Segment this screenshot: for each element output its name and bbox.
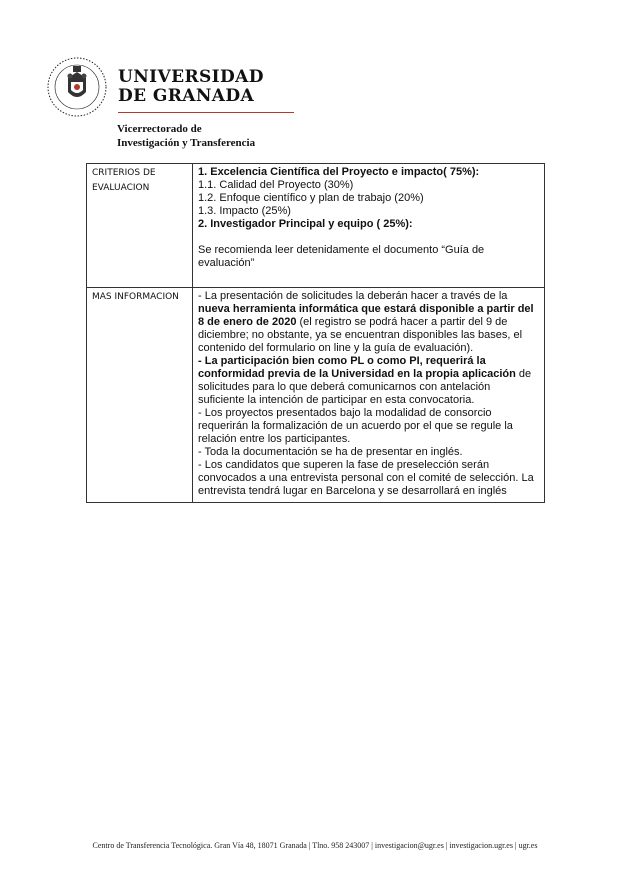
university-seal-icon bbox=[46, 56, 108, 118]
criterios-label: CRITERIOS DE EVALUACION bbox=[87, 164, 193, 288]
p1-text: - La presentación de solicitudes la deberán hacer a través de la bbox=[198, 290, 508, 302]
spacer bbox=[198, 270, 539, 283]
criterios-content bbox=[193, 164, 545, 288]
criterios-item-1: 1.1. Calidad del Proyecto (30%) bbox=[198, 179, 354, 191]
criterios-heading-2: 2. Investigador Principal y equipo ( 25%): bbox=[198, 218, 413, 230]
criterios-item-3: 1.3. Impacto (25%) bbox=[198, 205, 291, 217]
university-name-line2: DE GRANADA bbox=[118, 86, 255, 106]
mas-info-paragraph-3: - Los proyectos presentados bajo la modalidad de consorcio requerirán la formalización de un acuerdo por el que se regule la relación entre los participantes. bbox=[198, 407, 513, 445]
vicerrectorado-line1: Vicerrectorado de bbox=[117, 123, 202, 135]
p1-bold: nueva herramienta informática que estará disponible a partir del 8 de enero de 2020 bbox=[198, 303, 534, 328]
criterios-note: Se recomienda leer detenidamente el documento “Guía de evaluación” bbox=[198, 244, 485, 269]
mas-info-paragraph-5: - Los candidatos que superen la fase de preselección serán convocados a una entrevista personal con el comité de selección. La entrevista tendrá lugar en Barcelona y se desarrollará en inglés bbox=[198, 459, 534, 497]
university-name bbox=[118, 68, 298, 106]
criterios-item-2: 1.2. Enfoque científico y plan de trabajo (20%) bbox=[198, 192, 424, 204]
mas-info-paragraph-4: - Toda la documentación se ha de presentar en inglés. bbox=[198, 446, 463, 458]
info-table bbox=[86, 163, 545, 503]
p2-bold: - La participación bien como PL o como PI, requerirá la conformidad previa de la Universidad en la propia aplicación bbox=[198, 355, 516, 380]
mas-info-paragraph-2 bbox=[198, 355, 539, 407]
mas-info-content bbox=[193, 288, 545, 503]
criterios-heading-1: 1. Excelencia Científica del Proyecto e impacto( 75%): bbox=[198, 166, 480, 178]
page-footer: Centro de Transferencia Tecnológica. Gran Vía 48, 18071 Granada | Tlno. 958 243007 | investigacion@ugr.es | investigacion.ugr.es | ugr.es bbox=[92, 841, 538, 850]
university-name-line1: UNIVERSIDAD bbox=[118, 67, 264, 87]
spacer bbox=[198, 231, 539, 244]
mas-info-label: MAS INFORMACION bbox=[87, 288, 193, 503]
vicerrectorado-title bbox=[117, 122, 255, 150]
mas-info-paragraph-1 bbox=[198, 290, 539, 355]
table-row-criterios bbox=[87, 164, 545, 288]
vicerrectorado-line2: Investigación y Transferencia bbox=[117, 137, 256, 149]
table-row-mas-info bbox=[87, 288, 545, 503]
p2-tail: de solicitudes para lo que deberá comunicarnos con antelación suficiente la intención de participar en esta convocatoria. bbox=[198, 368, 532, 406]
p1-tail: (el registro se podrá hacer a partir del 9 de diciembre; no obstante, ya se encuentran disponibles las bases, el contenido del formulario on line y la guía de evaluación). bbox=[198, 316, 523, 354]
header-rule bbox=[118, 112, 294, 113]
